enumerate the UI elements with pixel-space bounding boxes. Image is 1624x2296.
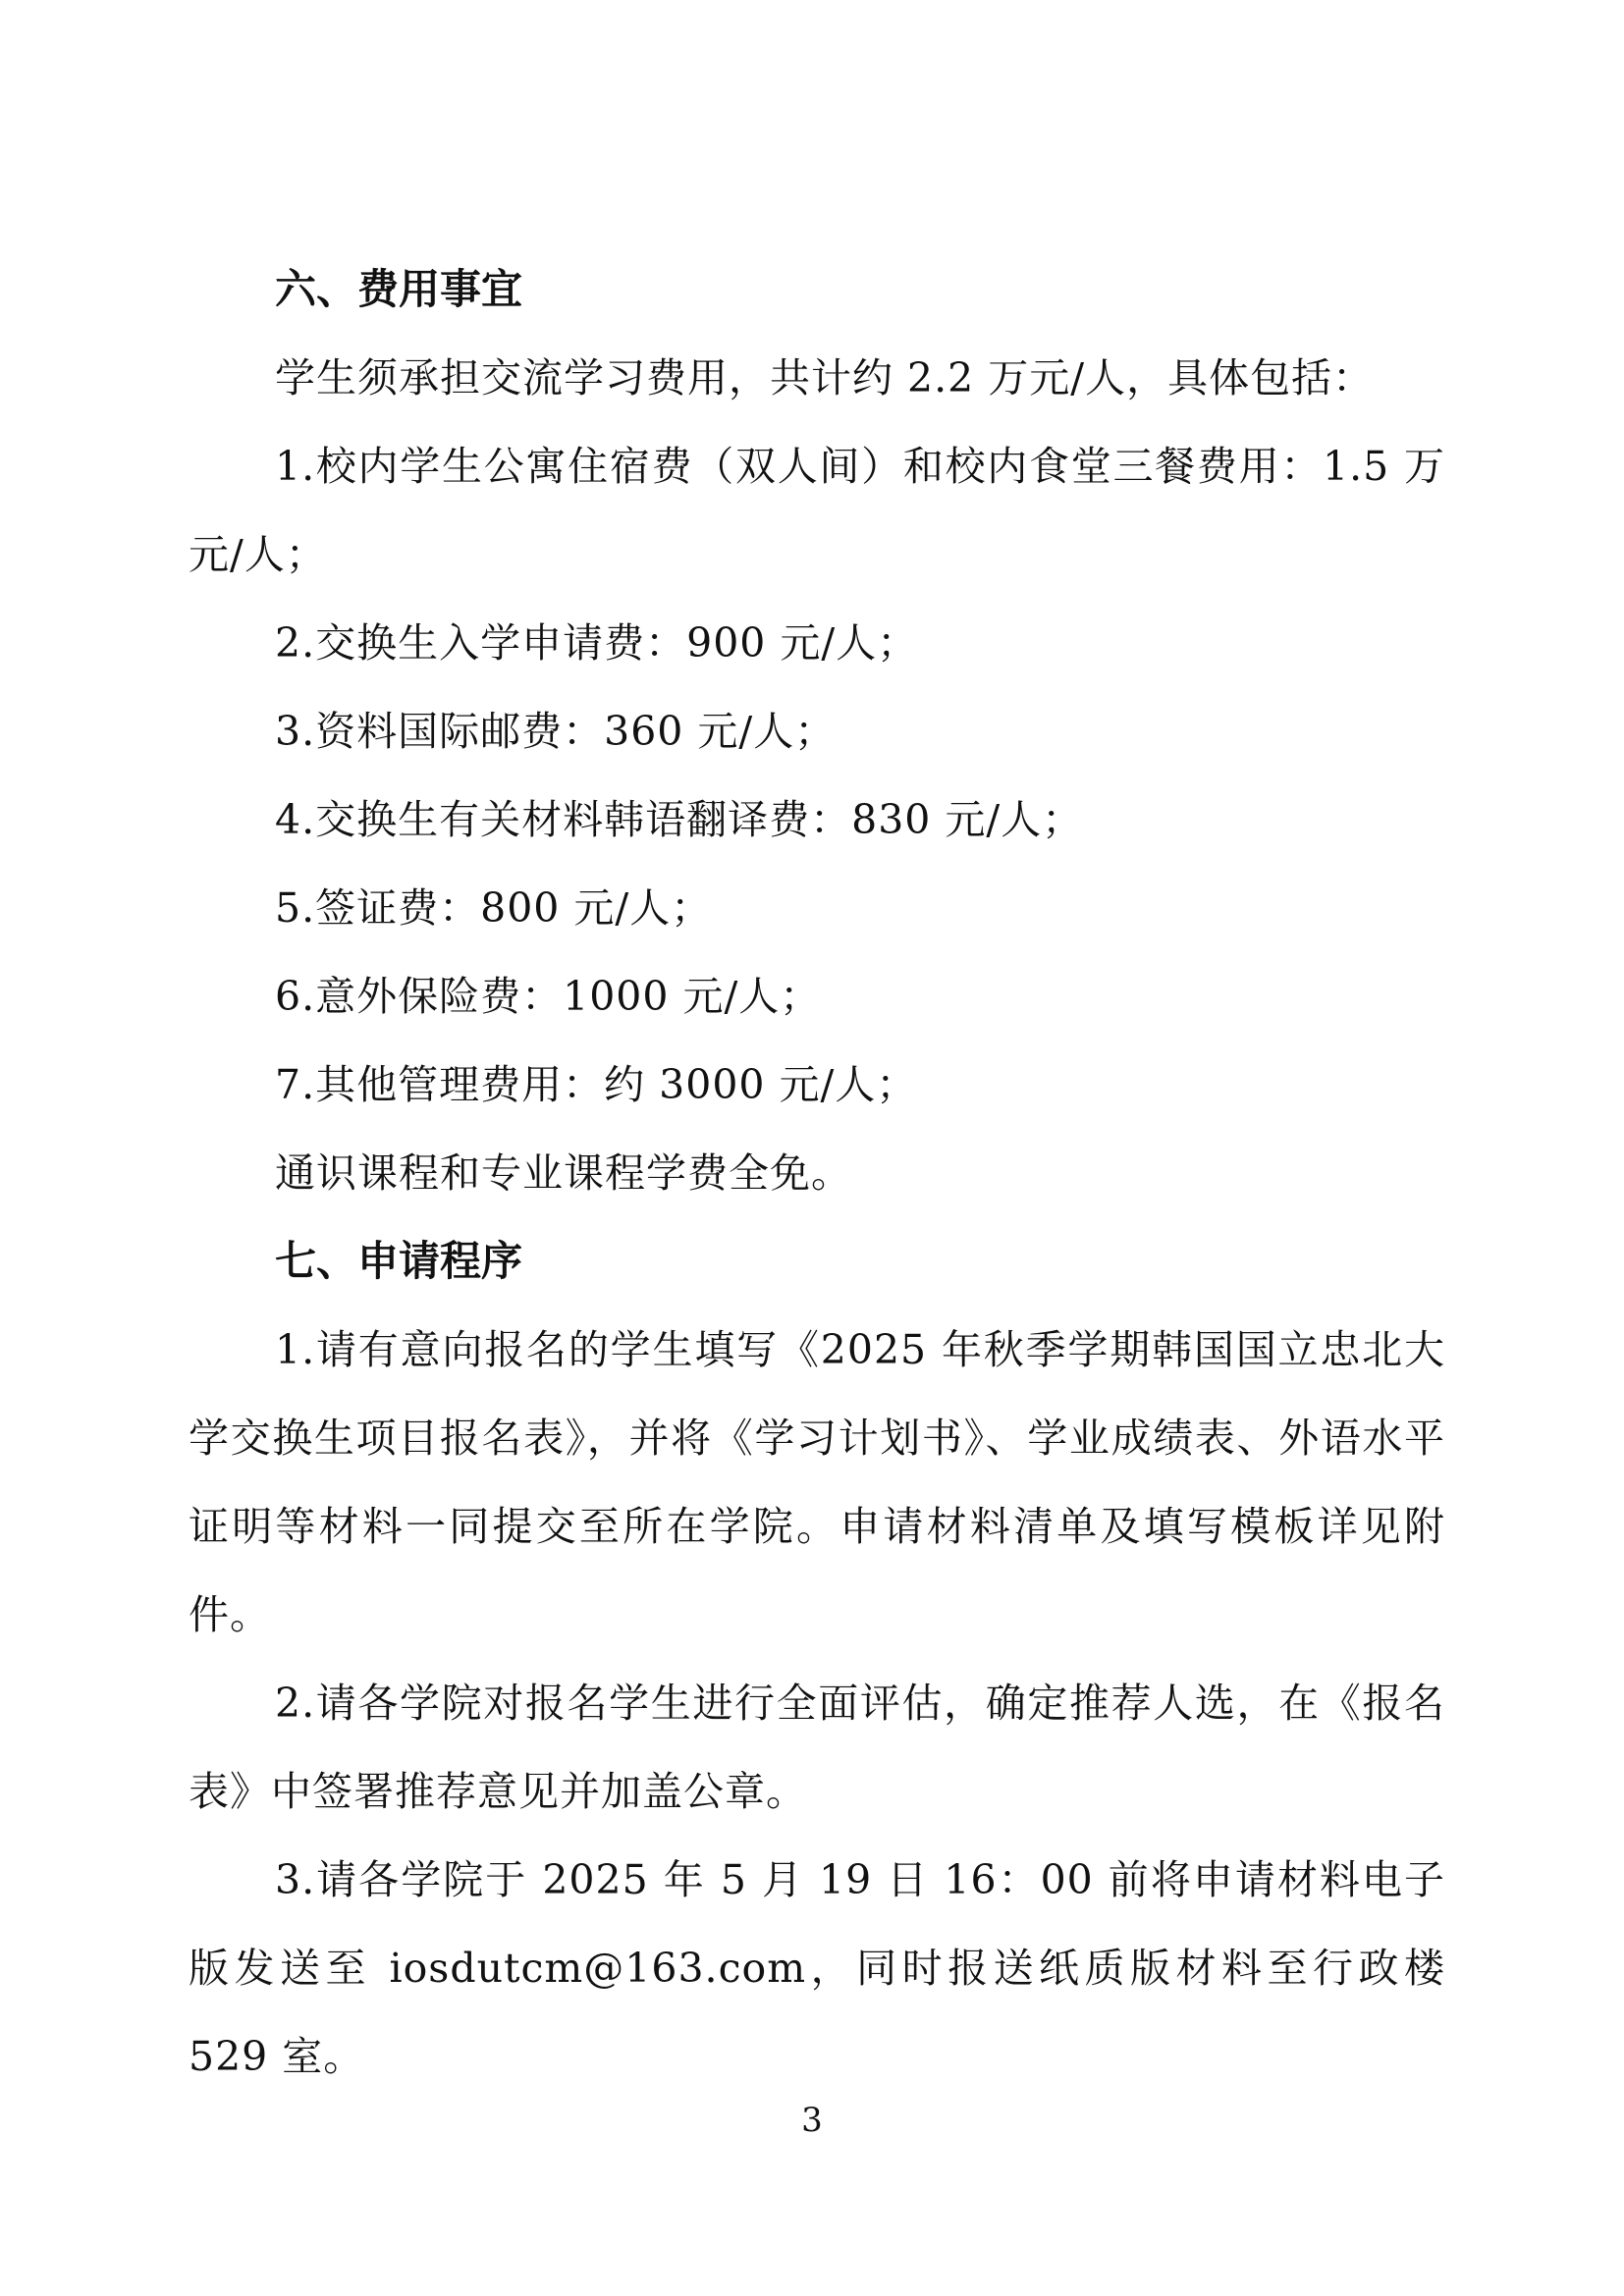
fee-item-5: 5.签证费：800 元/人； [275, 884, 713, 932]
tuition-waiver-note: 通识课程和专业课程学费全免。 [275, 1149, 852, 1197]
fee-item-1: 1.校内学生公寓住宿费（双人间）和校内食堂三餐费用：1.5 万元/人； [189, 443, 1445, 578]
fee-item-2: 2.交换生入学申请费：900 元/人； [275, 619, 919, 667]
application-step-3: 3.请各学院于 2025 年 5 月 19 日 16：00 前将申请材料电子版发送至 iosdutcm@163.com，同时报送纸质版材料至行政楼 529 室。 [189, 1856, 1445, 2080]
document-body [189, 245, 1445, 2101]
fees-intro: 学生须承担交流学习费用，共计约 2.2 万元/人，具体包括： [275, 354, 1375, 401]
page-number: 3 [801, 2101, 823, 2140]
section-heading-fees: 六、费用事宜 [275, 265, 523, 313]
fee-item-4: 4.交换生有关材料韩语翻译费：830 元/人； [275, 796, 1084, 843]
application-step-2: 2.请各学院对报名学生进行全面评估，确定推荐人选，在《报名表》中签署推荐意见并加盖公章。 [189, 1680, 1445, 1815]
fee-item-6: 6.意外保险费：1000 元/人； [275, 973, 822, 1020]
application-step-1: 1.请有意向报名的学生填写《2025 年秋季学期韩国国立忠北大学交换生项目报名表》，并将《学习计划书》、学业成绩表、外语水平证明等材料一同提交至所在学院。申请材料清单及填写模板详见附件。 [189, 1326, 1445, 1638]
section-heading-application: 七、申请程序 [275, 1237, 523, 1285]
fee-item-7: 7.其他管理费用：约 3000 元/人； [275, 1061, 918, 1108]
fee-item-3: 3.资料国际邮费：360 元/人； [275, 708, 837, 755]
